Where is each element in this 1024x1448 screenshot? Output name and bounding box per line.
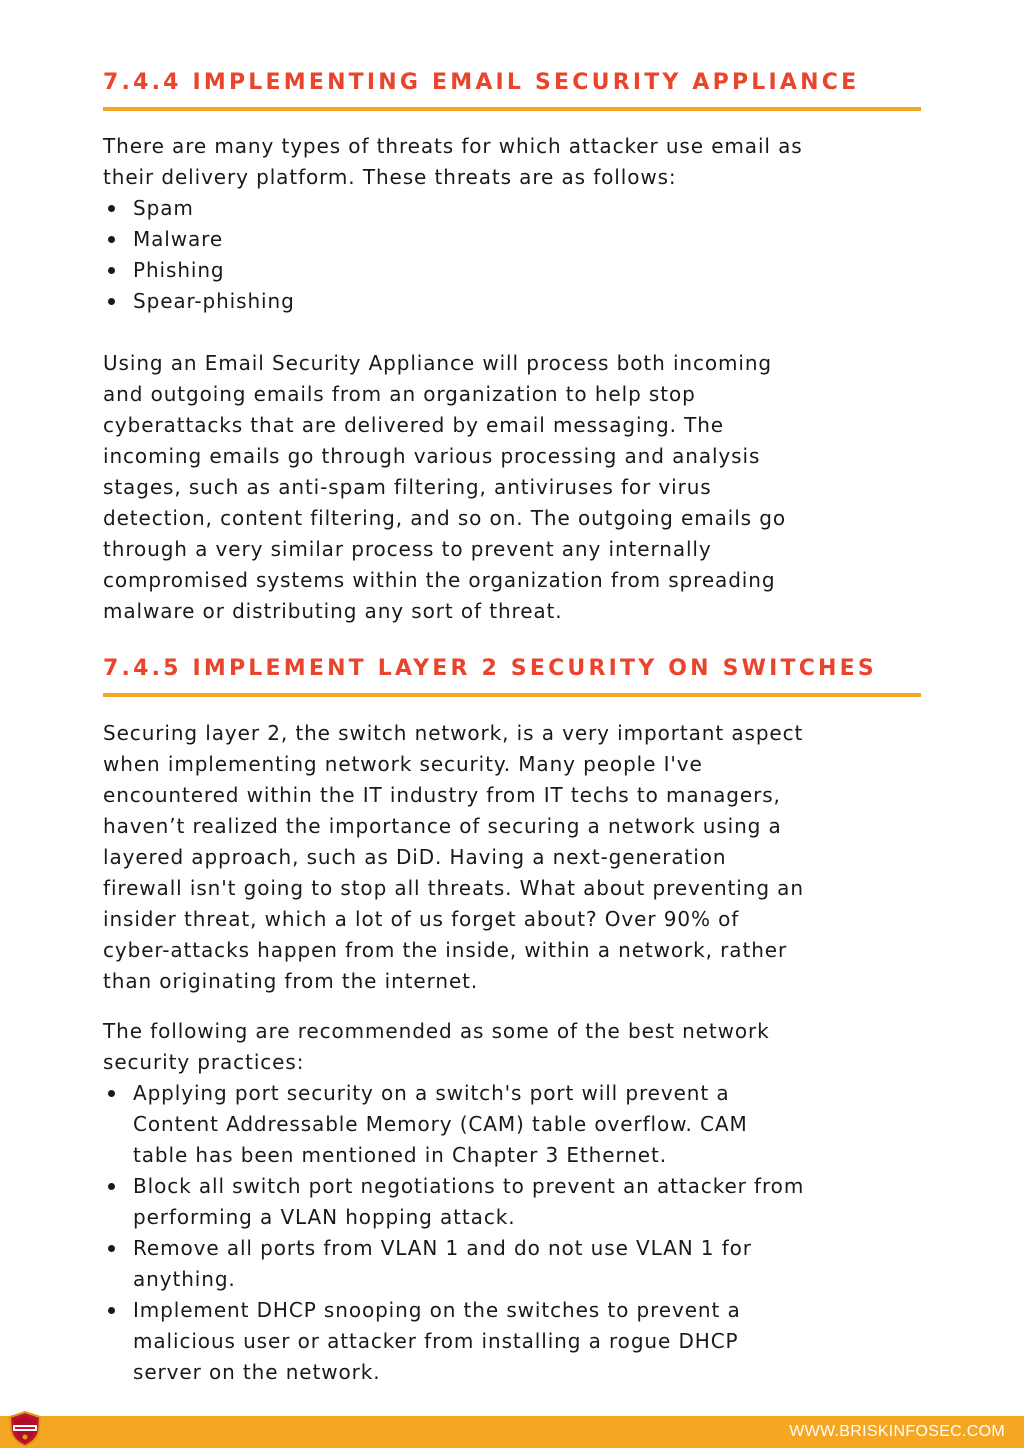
text-line: There are many types of threats for which attacker use email as <box>103 134 803 158</box>
footer-bar <box>0 1416 1024 1448</box>
heading-underline <box>103 107 921 111</box>
list-item: Spam <box>103 193 933 224</box>
text-line: their delivery platform. These threats are as follows: <box>103 165 677 189</box>
list-item: Remove all ports from VLAN 1 and do not use VLAN 1 for anything. <box>103 1233 933 1295</box>
list-item: Applying port security on a switch's port will prevent a Content Addressable Memory (CAM) table overflow. CAM table has been mentioned in Chapter 3 Ethernet. <box>103 1078 933 1171</box>
list-item: Block all switch port negotiations to prevent an attacker from performing a VLAN hopping attack. <box>103 1171 933 1233</box>
list-item: Malware <box>103 224 933 255</box>
paragraph-intro <box>103 131 933 193</box>
bullet-icon <box>108 205 115 212</box>
bullet-icon <box>108 1307 115 1314</box>
list-item: Implement DHCP snooping on the switches to prevent a malicious user or attacker from installing a rogue DHCP server on the network. <box>103 1295 933 1388</box>
bullet-icon <box>108 1183 115 1190</box>
bullet-icon <box>108 1090 115 1097</box>
bullet-icon <box>108 298 115 305</box>
footer-website-link[interactable]: WWW.BRISKINFOSEC.COM <box>789 1423 1005 1440</box>
paragraph-layer2: Securing layer 2, the switch network, is a very important aspect when implementing network security. Many people I've encountered within the IT industry from IT techs to managers, haven’t realized the importance of securing a network using a layered approach, such as DiD. Having a next-generation firewall isn't going to stop all threats. What about preventing an insider threat, which a lot of us forget about? Over 90% of cyber-attacks happen from the inside, within a network, rather than originating from the internet. <box>103 721 804 993</box>
section-heading-layer2-security: 7.4.5 IMPLEMENT LAYER 2 SECURITY ON SWITCHES <box>103 656 877 681</box>
paragraph-practices-intro: The following are recommended as some of the best network security practices: <box>103 1019 770 1074</box>
paragraph-email-appliance: Using an Email Security Appliance will process both incoming and outgoing emails from an organization to help stop cyberattacks that are delivered by email messaging. The incoming emails go through various processing and analysis stages, such as anti-spam filtering, antiviruses for virus detection, content filtering, and so on. The outgoing emails go through a very similar process to prevent any internally compromised systems within the organization from spreading malware or distributing any sort of threat. <box>103 351 786 623</box>
page-content <box>103 62 933 1388</box>
heading-underline <box>103 693 921 697</box>
bullet-icon <box>108 1245 115 1252</box>
brisk-infosec-logo-icon <box>5 1410 45 1448</box>
bullet-icon <box>108 267 115 274</box>
list-item: Spear-phishing <box>103 286 933 317</box>
list-item: Phishing <box>103 255 933 286</box>
practices-list <box>103 1078 933 1388</box>
section-heading-email-security: 7.4.4 IMPLEMENTING EMAIL SECURITY APPLIANCE <box>103 70 860 95</box>
bullet-icon <box>108 236 115 243</box>
threat-list <box>103 193 933 317</box>
